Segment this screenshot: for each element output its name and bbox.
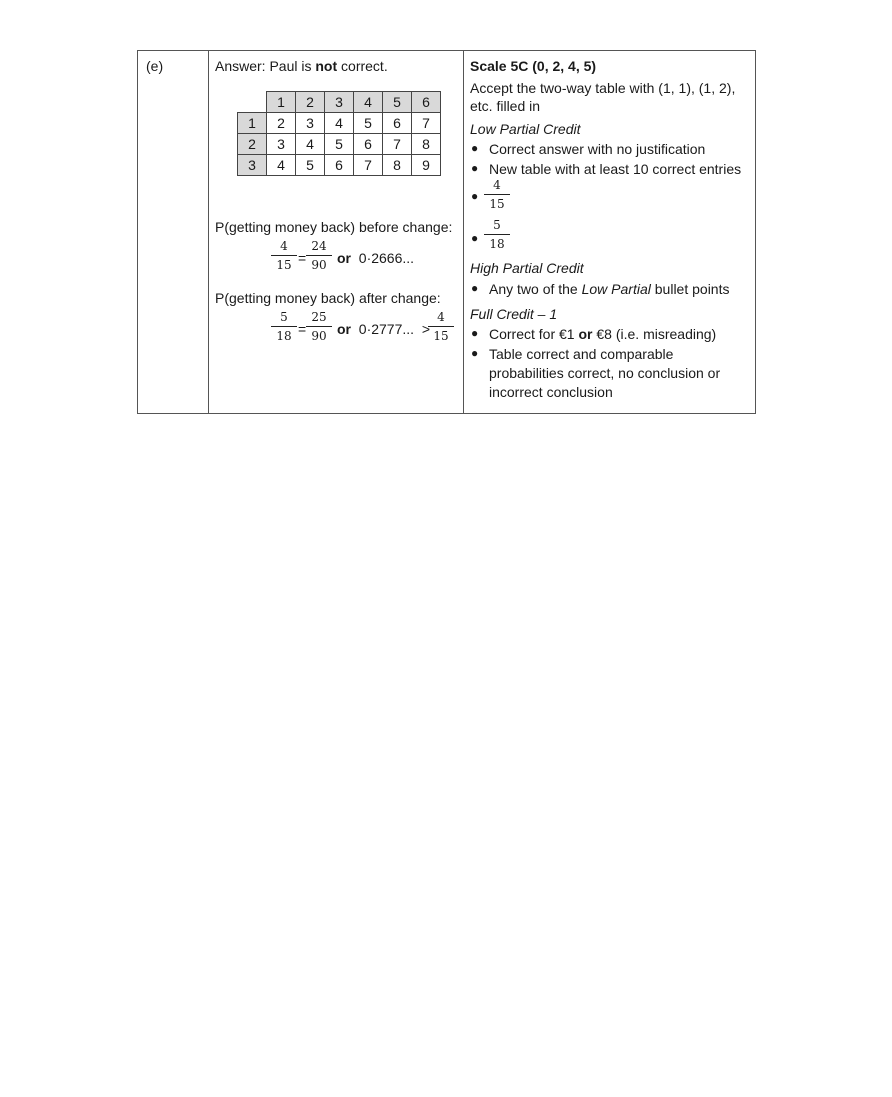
- low-partial-heading: Low Partial Credit: [470, 121, 581, 137]
- bullet-icon: ●: [471, 141, 479, 155]
- table-cell: 6: [383, 113, 412, 134]
- table-row: [238, 155, 441, 176]
- table-cell: 3: [296, 113, 325, 134]
- equals-sign: =: [298, 321, 307, 337]
- column-divider: [463, 51, 464, 413]
- col-header: 2: [296, 92, 325, 113]
- before-fraction-2: [306, 239, 332, 272]
- or-word: or: [337, 321, 351, 337]
- denominator: 90: [311, 329, 327, 343]
- after-fraction-2: [306, 310, 332, 343]
- answer-prefix: Answer: Paul is: [215, 58, 316, 74]
- numerator: 5: [280, 310, 288, 324]
- numerator: 25: [311, 310, 327, 324]
- table-cell: 8: [412, 134, 441, 155]
- column-divider: [208, 51, 209, 413]
- row-header: 3: [238, 155, 267, 176]
- table-cell: 7: [354, 155, 383, 176]
- decimal-value: 0·2777...: [358, 321, 415, 337]
- table-cell: 5: [354, 113, 383, 134]
- numerator: 4: [280, 239, 288, 253]
- denominator: 15: [433, 329, 449, 343]
- denominator: 15: [276, 258, 292, 272]
- sum-table: [237, 91, 441, 176]
- high-partial-heading: High Partial Credit: [470, 260, 584, 276]
- table-row: [238, 134, 441, 155]
- table-cell: 5: [325, 134, 354, 155]
- full-bullet-2-line-2: probabilities correct, no conclusion or: [489, 365, 721, 381]
- denominator: 15: [489, 197, 505, 211]
- before-fraction-1: [271, 239, 297, 272]
- numerator: 24: [311, 239, 327, 253]
- before-label: P(getting money back) before change:: [215, 219, 453, 235]
- bullet-icon: ●: [471, 326, 479, 340]
- numerator: 4: [437, 310, 445, 324]
- table-header-row: [238, 92, 441, 113]
- bullet-icon: ●: [471, 231, 479, 245]
- table-cell: 6: [325, 155, 354, 176]
- greater-than-sign: >: [421, 321, 431, 337]
- bullet-icon: ●: [471, 346, 479, 360]
- col-header: 1: [267, 92, 296, 113]
- decimal-value: 0·2666...: [358, 250, 415, 266]
- full-bullet-2-line-1: Table correct and comparable: [489, 346, 674, 362]
- after-fraction-1: [271, 310, 297, 343]
- low-bullet-2: New table with at least 10 correct entries: [489, 161, 742, 177]
- table-cell: 9: [412, 155, 441, 176]
- table-cell: 4: [296, 134, 325, 155]
- bullet-icon: ●: [471, 189, 479, 203]
- marking-scheme-table: [137, 50, 756, 414]
- full-bullet-1: Correct for €1 or €8 (i.e. misreading): [489, 326, 717, 342]
- after-decimal: [337, 320, 430, 338]
- denominator: 18: [489, 237, 505, 251]
- table-cell: 2: [267, 113, 296, 134]
- part-label: (e): [146, 58, 164, 74]
- or-word: or: [337, 250, 351, 266]
- accept-line-1: Accept the two-way table with (1, 1), (1, 2),: [470, 80, 736, 96]
- bullet-icon: ●: [471, 161, 479, 175]
- after-fraction-3: [428, 310, 454, 343]
- low-fraction-1: [484, 178, 510, 211]
- col-header: 3: [325, 92, 354, 113]
- col-header: 5: [383, 92, 412, 113]
- before-decimal: [337, 249, 414, 267]
- high-bullet: Any two of the Low Partial bullet points: [489, 281, 730, 297]
- denominator: 90: [311, 258, 327, 272]
- low-bullet-1: Correct answer with no justification: [489, 141, 706, 157]
- table-cell: 7: [383, 134, 412, 155]
- col-header: 4: [354, 92, 383, 113]
- scale-title: Scale 5C (0, 2, 4, 5): [470, 58, 597, 74]
- table-row: [238, 113, 441, 134]
- row-header: 1: [238, 113, 267, 134]
- numerator: 5: [493, 218, 501, 232]
- after-label: P(getting money back) after change:: [215, 290, 441, 306]
- equals-sign: =: [298, 250, 307, 266]
- bullet-icon: ●: [471, 281, 479, 295]
- numerator: 4: [493, 178, 501, 192]
- table-cell: 4: [267, 155, 296, 176]
- table-cell: 4: [325, 113, 354, 134]
- table-cell: 5: [296, 155, 325, 176]
- answer-suffix: correct.: [337, 58, 388, 74]
- answer-emphasis: not: [315, 58, 338, 74]
- full-bullet-2-line-3: incorrect conclusion: [489, 384, 613, 400]
- table-cell: 3: [267, 134, 296, 155]
- col-header: 6: [412, 92, 441, 113]
- denominator: 18: [276, 329, 292, 343]
- full-credit-heading: Full Credit – 1: [470, 306, 558, 322]
- low-fraction-2: [484, 218, 510, 251]
- table-cell: 7: [412, 113, 441, 134]
- row-header: 2: [238, 134, 267, 155]
- accept-line-2: etc. filled in: [470, 98, 541, 114]
- answer-line: [215, 57, 388, 75]
- table-cell: 8: [383, 155, 412, 176]
- corner-cell: [238, 92, 267, 113]
- table-cell: 6: [354, 134, 383, 155]
